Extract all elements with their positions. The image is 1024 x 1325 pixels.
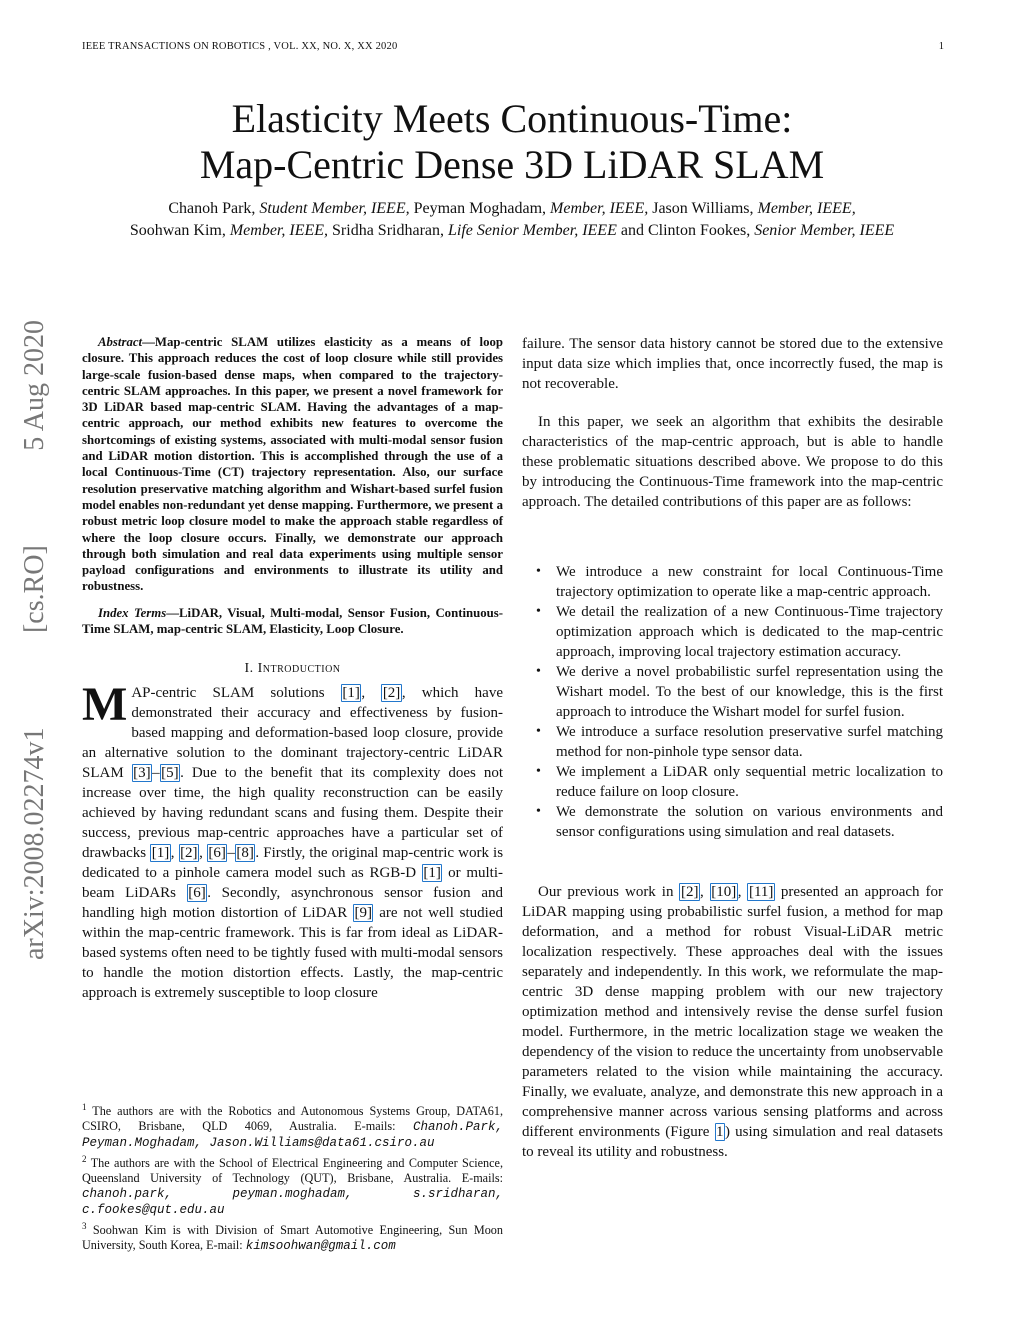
list-item-text: We implement a LiDAR only sequential metric localization to reduce failure on loop closure.	[556, 764, 943, 800]
arxiv-stamp	[19, 320, 51, 960]
citation-link[interactable]: [9]	[354, 905, 372, 922]
list-item	[522, 602, 943, 662]
text-run: Our previous work in	[538, 884, 680, 900]
bullet-icon: •	[536, 724, 541, 739]
author-role: Member, IEEE,	[229, 222, 329, 239]
footnote-email: kimsoohwan@gmail.com	[245, 1239, 396, 1254]
arxiv-id: arXiv:2008.02274v1	[19, 727, 50, 960]
footnote-mark: 1	[82, 1102, 87, 1112]
footnote-3	[82, 1219, 503, 1254]
paragraph	[522, 882, 943, 1162]
section-title: Introduction	[257, 661, 341, 677]
text-run: presented an approach for LiDAR mapping using probabilistic surfel fusion, a method for map deformation, and a method for robust Visual-LiDAR metric localization respectively. These approaches deal with the issues separately and independently. In this work, we reformulate the map-centric 3D dense mapping problem with our new trajectory optimization method and intensively revise the dense surfel fusion model. Furthermore, in the metric localization stage we weaken the dependency of the vision to reduce the uncertainty from unobservable parameters related to the vision while maintaining the accuracy. Finally, we evaluate, analyze, and demonstrate this new approach in a comprehensive manner across various sensing platforms and across different environments (Figure	[522, 884, 944, 1140]
text-run: ,	[170, 845, 179, 862]
figure-link[interactable]: 1	[716, 1124, 724, 1140]
section-heading	[82, 661, 503, 677]
footnote-email: chanoh.park, peyman.moghadam, s.sridharan, c.fookes@qut.edu.au	[82, 1187, 503, 1218]
citation-link[interactable]: [1]	[423, 865, 441, 882]
list-item-text: We derive a novel probabilistic surfel representation using the Wishart model. To the best of our knowledge, this is the first approach to introduce the Wishart model for surfel fusion.	[556, 664, 943, 720]
left-column	[82, 334, 503, 1003]
citation-link[interactable]: [2]	[382, 685, 401, 702]
author-name: Peyman Moghadam,	[413, 200, 547, 217]
footnote-text: The authors are with the Robotics and Autonomous Systems Group, DATA61, CSIRO, Brisbane, QLD 4069, Australia. E-mails:	[82, 1104, 503, 1134]
list-item	[522, 662, 943, 722]
author-role: Life Senior Member, IEEE	[448, 222, 617, 239]
text-run: ,	[737, 884, 748, 900]
citation-link[interactable]: [8]	[236, 845, 254, 862]
text-run: ) using simulation and real datasets to reveal its utility and robustness.	[522, 1124, 943, 1160]
bullet-icon: •	[536, 604, 541, 619]
section-number: I.	[244, 661, 254, 677]
citation-link[interactable]: [10]	[711, 884, 737, 900]
author-name: Jason Williams,	[652, 200, 754, 217]
intro-paragraph	[82, 678, 504, 1003]
author-role: Member, IEEE,	[757, 200, 856, 217]
citation-link[interactable]: [5]	[161, 765, 179, 782]
list-item	[522, 722, 943, 762]
footnote-mark: 2	[82, 1154, 87, 1165]
index-terms-text: —LiDAR, Visual, Multi-modal, Sensor Fusion, Continuous-Time SLAM, map-centric SLAM, Elasticity, Loop Closure.	[82, 605, 504, 637]
arxiv-category: [cs.RO]	[19, 545, 50, 634]
list-item-text: We introduce a new constraint for local Continuous-Time trajectory optimization to operate like a map-centric approach.	[556, 564, 943, 600]
footnote-text: Soohwan Kim is with Division of Smart Automotive Engineering, Sun Moon University, South Korea, E-mail:	[82, 1223, 503, 1253]
citation-link[interactable]: [2]	[680, 884, 699, 900]
footnote-text: The authors are with the School of Electrical Engineering and Computer Science, Queensland University of Technology (QUT), Brisbane, Australia. E-mails:	[82, 1156, 503, 1186]
list-item-text: We detail the realization of a new Continuous-Time trajectory optimization approach which is dedicated to the map-centric approach, improving local trajectory estimation accuracy.	[556, 604, 943, 660]
list-item-text: We introduce a surface resolution preservative surfel matching method for non-pinhole type sensor data.	[556, 724, 943, 760]
text-run: ,	[199, 845, 207, 862]
right-column	[522, 334, 943, 1162]
author-role: Senior Member, IEEE	[754, 222, 895, 239]
author-name: Chanoh Park,	[168, 200, 256, 217]
text-run: , which have demonstrated their accuracy and effectiveness by fusion-based mapping and deformation-based loop closure, provide an alternative solution to the dominant trajectory-centric LiDAR SLAM	[82, 685, 503, 782]
text-run: . Due to the benefit that its complexity does not increase over time, the high quality reconstruction can be easily achieved by having redundant scans and fusing them. Despite their success, previous map-centric approaches have a particular set of drawbacks	[82, 765, 503, 862]
list-item	[522, 562, 943, 602]
title-line-1: Elasticity Meets Continuous-Time:	[231, 96, 793, 141]
citation-link[interactable]: [1]	[342, 685, 360, 702]
bullet-icon: •	[536, 664, 541, 679]
contributions-list	[522, 562, 943, 842]
footnote-1	[82, 1100, 503, 1151]
list-item-text: We demonstrate the solution on various environments and sensor configurations using simulation and real datasets.	[556, 804, 943, 840]
footnote-mark: 3	[82, 1221, 87, 1232]
author-role: Student Member, IEEE,	[259, 200, 410, 217]
paragraph: failure. The sensor data history cannot be stored due to the extensive input data size which implies that, once incorrectly fused, the map is not recoverable.	[522, 336, 943, 392]
text-run: ,	[699, 884, 710, 900]
bullet-icon: •	[536, 764, 541, 779]
index-terms-label: Index Terms	[98, 605, 167, 620]
list-item	[522, 802, 943, 842]
footnotes	[82, 1100, 503, 1255]
text-run: or multi-beam LiDARs	[82, 865, 503, 902]
text-run: . Secondly, asynchronous sensor fusion and handling high motion distortion of LiDAR	[82, 885, 504, 922]
text-run: are not well studied within the map-centric framework. This is far from ideal as LiDAR-based systems often need to be tightly fused with multi-modal sensors to handle the motion distortion effects. Lastly, the map-centric approach is extremely susceptible to loop closure	[82, 905, 503, 1002]
author-list	[100, 198, 924, 242]
running-header: IEEE TRANSACTIONS ON ROBOTICS , VOL. XX, NO. X, XX 2020	[82, 41, 398, 52]
text-run: –	[227, 845, 235, 862]
text-run: AP-centric SLAM solutions	[131, 685, 341, 702]
author-name: and Clinton Fookes,	[620, 222, 751, 239]
author-role: Member, IEEE,	[550, 200, 649, 217]
footnote-2	[82, 1152, 503, 1218]
citation-link[interactable]: [6]	[208, 845, 226, 862]
text-run: –	[152, 765, 160, 782]
footnote-email: Chanoh.Park, Peyman.Moghadam, Jason.Williams@data61.csiro.au	[82, 1120, 503, 1151]
citation-link[interactable]: [11]	[748, 884, 774, 900]
title-line-2: Map-Centric Dense 3D LiDAR SLAM	[199, 142, 825, 187]
page-number: 1	[938, 41, 944, 52]
citation-link[interactable]: [1]	[151, 845, 170, 862]
author-name: Soohwan Kim,	[129, 222, 226, 239]
citation-link[interactable]: [3]	[133, 765, 151, 782]
list-item	[522, 762, 943, 802]
paragraph: In this paper, we seek an algorithm that exhibits the desirable characteristics of the map-centric approach, but is able to handle these problematic situations described above. We propose to do this by introducing the Continuous-Time framework into the map-centric approach. The detailed contributions of this paper are as follows:	[522, 414, 943, 510]
citation-link[interactable]: [2]	[180, 845, 198, 862]
drop-cap: M	[82, 678, 128, 732]
text-run: . Firstly, the original map-centric work is dedicated to a pinhole camera model such as RGB-D	[82, 845, 504, 882]
paper-title	[0, 96, 1024, 188]
citation-link[interactable]: [6]	[188, 885, 206, 902]
bullet-icon: •	[536, 804, 541, 819]
text-run: ,	[361, 685, 382, 702]
abstract	[82, 334, 503, 595]
abstract-label: Abstract	[98, 335, 143, 349]
abstract-text: —Map-centric SLAM utilizes elasticity as a means of loop closure. This approach reduces the cost of loop closure while still provides large-scale fusion-based dense maps, when compared to the trajectory-centric SLAM approaches. In this paper, we present a novel framework for 3D LiDAR based map-centric SLAM. Having the advantages of a map-centric approach, our method exhibits new features to overcome the shortcomings of existing systems, associated with multi-modal sensor fusion and LiDAR motion distortion. This is accomplished through the use of a local Continuous-Time (CT) trajectory representation. Also, our surface resolution preservative matching algorithm and Wishart-based surfel fusion model enables non-redundant yet dense mapping. Furthermore, we present a robust metric loop closure model to make the approach stable regardless of where the loop closure occurs. Finally, we demonstrate our approach through both simulation and real data experiments using multiple sensor payload configurations and environments to illustrate its utility and robustness.	[82, 335, 503, 594]
author-name: Sridha Sridharan,	[332, 222, 444, 239]
arxiv-date: 5 Aug 2020	[19, 320, 50, 451]
index-terms	[82, 605, 503, 638]
bullet-icon: •	[536, 564, 541, 579]
